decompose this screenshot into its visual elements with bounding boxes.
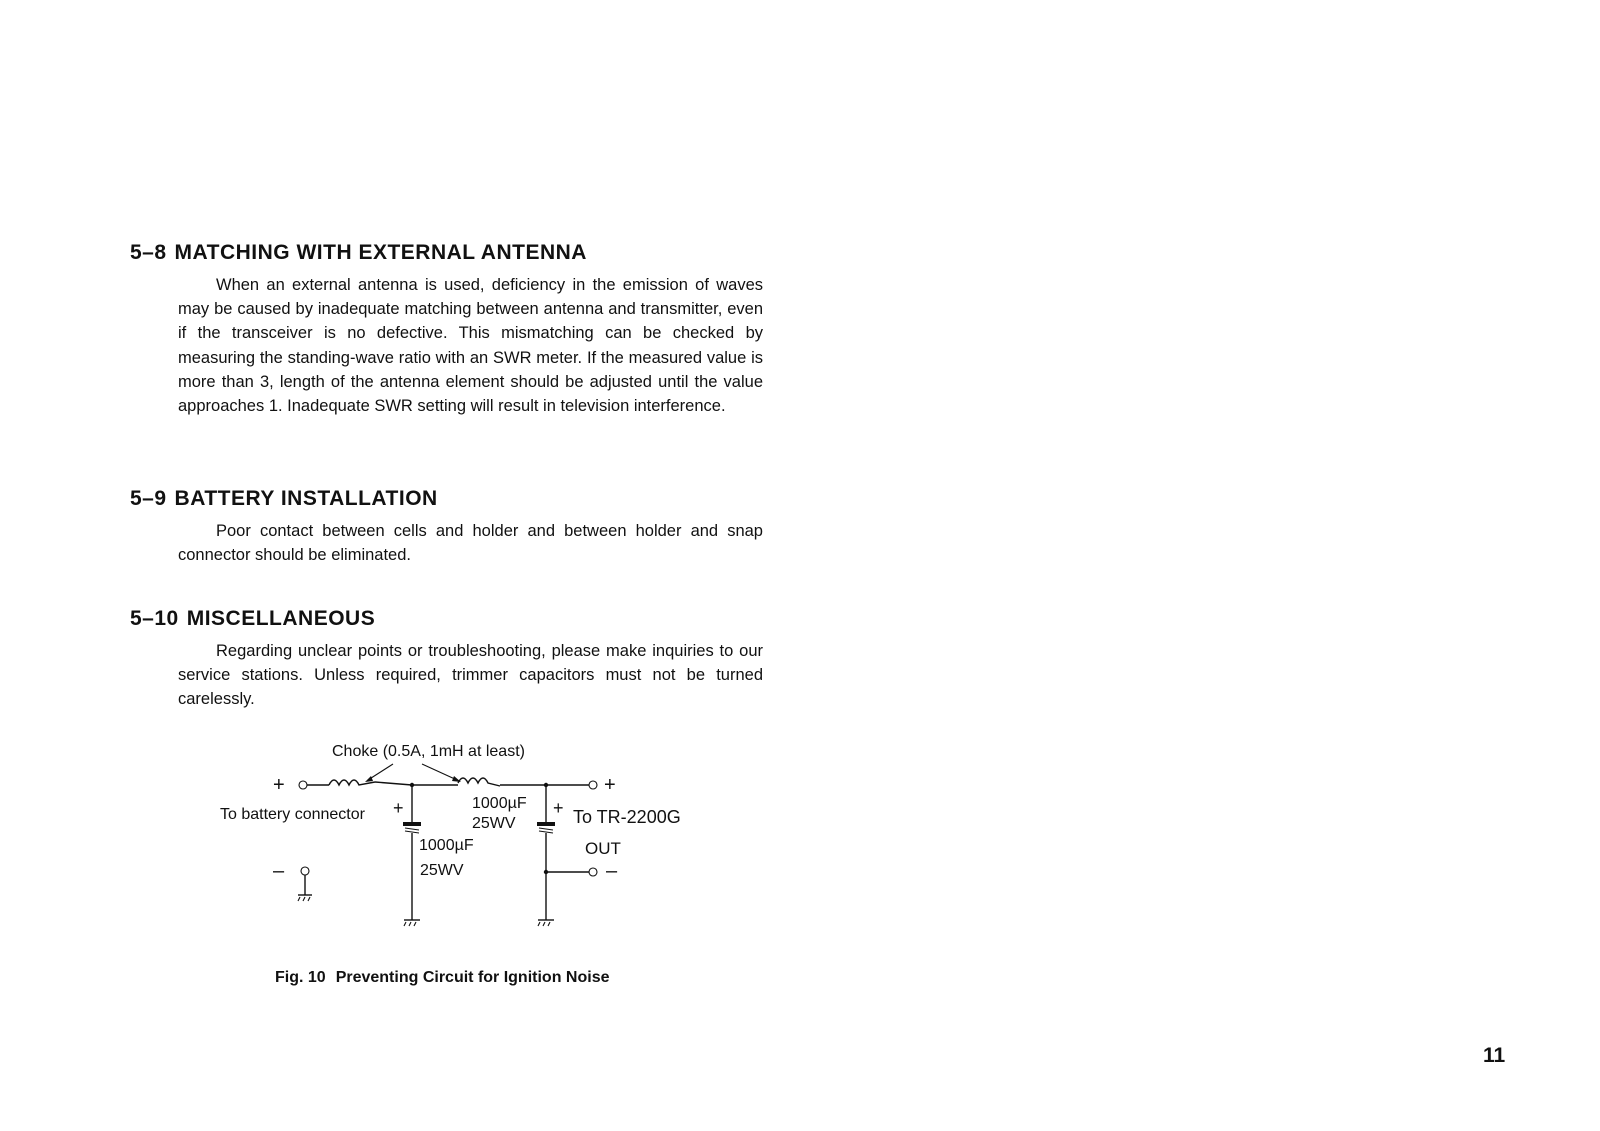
section-number: 5–10: [130, 607, 179, 630]
cap2-value: 1000µF: [472, 795, 527, 812]
output-minus-terminal: [589, 868, 597, 876]
section-title: MISCELLANEOUS: [186, 607, 376, 630]
section-number: 5–8: [130, 241, 167, 264]
output-plus-terminal: [589, 781, 597, 789]
ground-symbol: [298, 897, 310, 901]
section-body: When an external antenna is used, deficiency in the emission of waves may be caused by inadequate matching between antenna and transmitter, even if the transceiver is no defective. This mismatching can be checked by measuring the standing-wave ratio with an SWR meter. If the measured value is more than 3, length of the antenna element should be adjusted until the value approaches 1. Inadequate SWR setting will result in television interference.: [178, 276, 763, 416]
cap2-plate: [537, 822, 555, 826]
section-heading: [130, 487, 770, 511]
cap2-plus-sign: +: [553, 798, 564, 818]
output-plus-sign: +: [604, 774, 616, 796]
noise-filter-circuit-diagram: [205, 740, 705, 955]
ground-symbol: [538, 922, 550, 926]
cap1-plate: [405, 828, 419, 833]
figure-title: Preventing Circuit for Ignition Noise: [335, 969, 610, 986]
cap1-plate: [403, 822, 421, 826]
input-minus-terminal: [301, 867, 309, 875]
cap1-plus-sign: +: [393, 798, 404, 818]
figure-number: Fig. 10: [275, 969, 326, 986]
input-minus-sign: –: [273, 860, 285, 882]
choke-arrowhead-left: [365, 776, 373, 782]
cap2-plate: [539, 828, 553, 833]
section-5-9: [130, 487, 770, 567]
output-label: To TR-2200G: [573, 807, 681, 827]
cap2-voltage: 25WV: [472, 815, 516, 832]
section-number: 5–9: [130, 487, 167, 510]
top-wire: [375, 782, 412, 785]
section-5-10: [130, 607, 770, 712]
section-heading: [130, 241, 770, 265]
section-title: BATTERY INSTALLATION: [174, 487, 438, 510]
input-plus-sign: +: [273, 774, 285, 796]
section-title: MATCHING WITH EXTERNAL ANTENNA: [174, 241, 587, 264]
figure-caption: [275, 969, 609, 987]
cap1-voltage: 25WV: [420, 862, 464, 879]
section-body: Regarding unclear points or troubleshooting, please make inquiries to our service stations. Unless required, trimmer capacitors must not be turned carelessly.: [178, 642, 763, 709]
ground-symbol: [404, 922, 416, 926]
section-body: Poor contact between cells and holder and between holder and snap connector should be eliminated.: [178, 522, 763, 565]
input-label: To battery connector: [220, 806, 365, 823]
section-5-8: [130, 241, 770, 418]
choke-label: Choke (0.5A, 1mH at least): [332, 743, 525, 760]
input-plus-terminal: [299, 781, 307, 789]
choke-arrow-right: [422, 764, 457, 780]
output-minus-sign: –: [606, 860, 618, 882]
section-heading: [130, 607, 770, 631]
choke-2-inductor: [458, 778, 500, 786]
choke-arrow-left: [368, 764, 393, 780]
page-number: 11: [1483, 1044, 1506, 1067]
output-sublabel: OUT: [585, 839, 621, 858]
cap1-value: 1000µF: [419, 837, 474, 854]
